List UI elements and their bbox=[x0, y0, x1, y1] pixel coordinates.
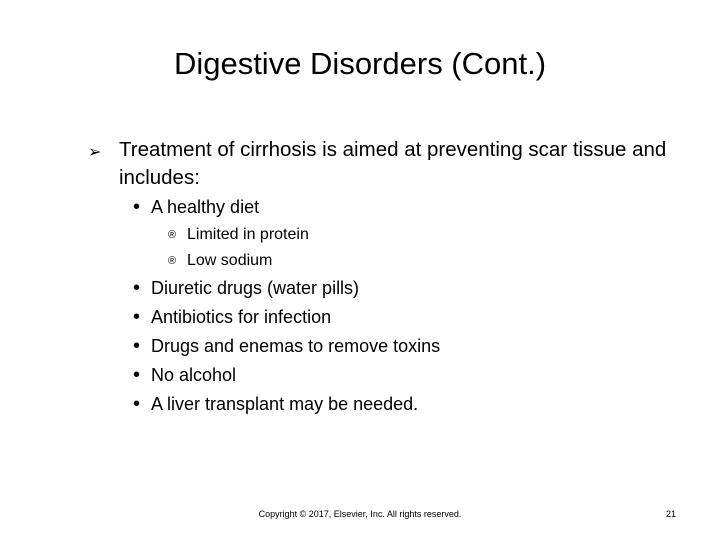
arrowhead-bullet-icon: ➢ bbox=[88, 144, 102, 161]
sub-bullet-label: Antibiotics for infection bbox=[151, 307, 332, 327]
sub-bullet-label: A healthy diet bbox=[151, 197, 260, 217]
diet-item-label: Limited in protein bbox=[187, 226, 309, 243]
sub-bullet-label: Drugs and enemas to remove toxins bbox=[151, 336, 441, 356]
page-number: 21 bbox=[666, 509, 677, 519]
sub-bullet-label: A liver transplant may be needed. bbox=[151, 394, 419, 414]
diet-item-label: Low sodium bbox=[187, 252, 273, 269]
registered-mark-bullet-icon: ® bbox=[168, 255, 177, 267]
sub-bullet-label: No alcohol bbox=[151, 365, 237, 385]
slide-title: Digestive Disorders (Cont.) bbox=[173, 46, 547, 81]
sub-bullet-label: Diuretic drugs (water pills) bbox=[151, 278, 360, 298]
bullet-dot-icon: • bbox=[133, 277, 141, 299]
registered-mark-bullet-icon: ® bbox=[168, 229, 177, 241]
copyright-footer: Copyright © 2017, Elsevier, Inc. All rights reserved. bbox=[258, 509, 462, 519]
bullet-dot-icon: • bbox=[133, 393, 141, 415]
bullet-dot-icon: • bbox=[133, 364, 141, 386]
main-point-text: Treatment of cirrhosis is aimed at preventing scar tissue and includes: bbox=[119, 138, 667, 189]
bullet-dot-icon: • bbox=[133, 335, 141, 357]
bullet-dot-icon: • bbox=[133, 306, 141, 328]
bullet-dot-icon: • bbox=[133, 196, 141, 218]
